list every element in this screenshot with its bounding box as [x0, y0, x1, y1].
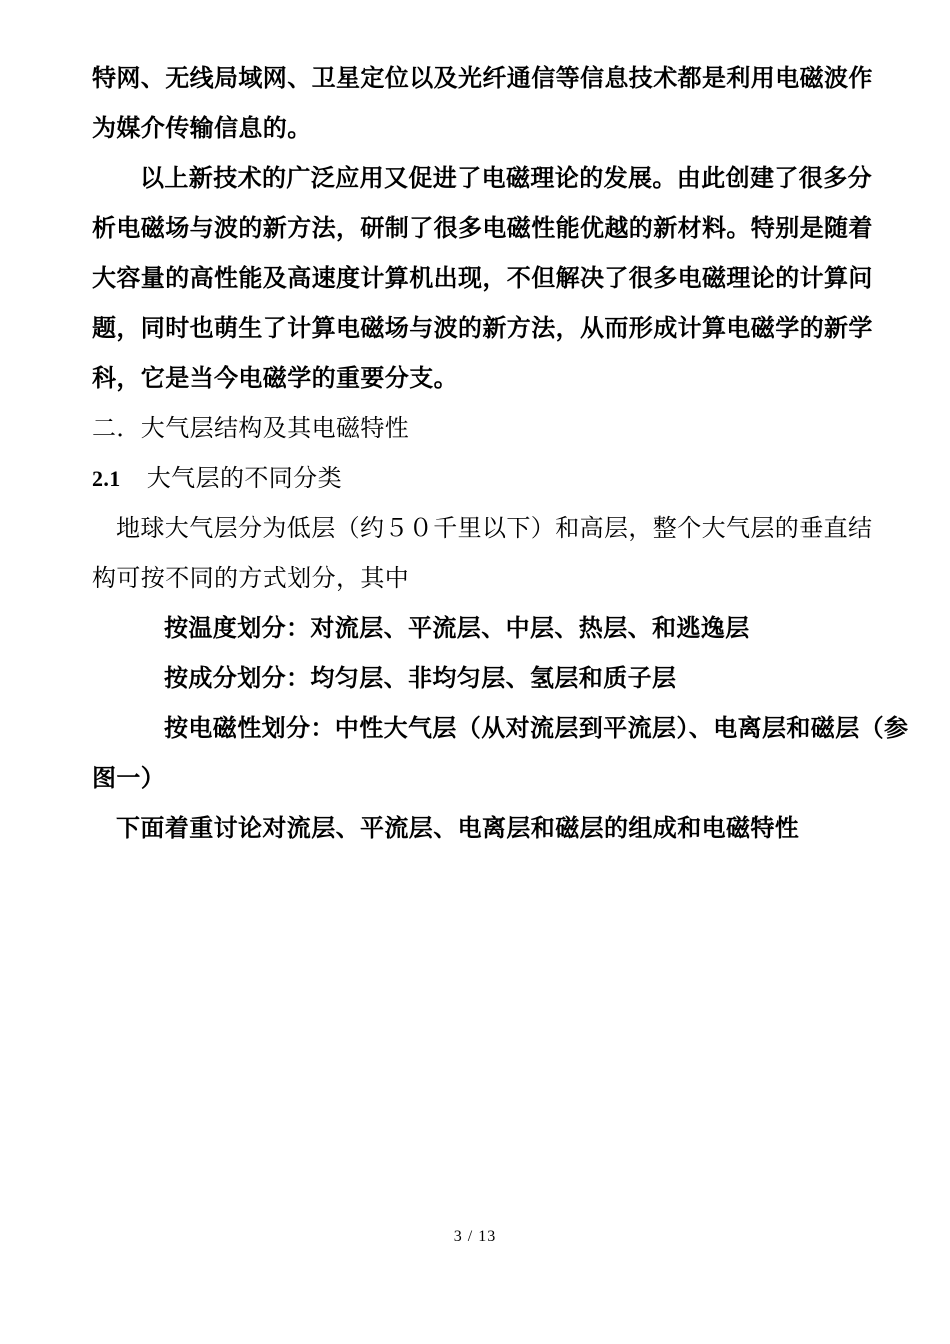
subsection-heading	[92, 463, 342, 494]
section-heading: 二．大气层结构及其电磁特性	[92, 414, 410, 442]
paragraph-2-line-5: 科，它是当今电磁学的重要分支。	[92, 363, 458, 392]
subsection-number: 2.1	[92, 466, 121, 491]
paragraph-2-line-1: 以上新技术的广泛应用又促进了电磁理论的发展。由此创建了很多分	[140, 163, 872, 192]
classification-electromagnetic-line-2: 图一）	[92, 763, 166, 792]
paragraph-2-line-4: 题，同时也萌生了计算电磁场与波的新方法，从而形成计算电磁学的新学	[92, 313, 873, 342]
classification-composition: 按成分划分：均匀层、非均匀层、氢层和质子层	[164, 663, 677, 692]
classification-temperature: 按温度划分：对流层、平流层、中层、热层、和逃逸层	[164, 613, 750, 642]
paragraph-1-line-2: 为媒介传输信息的。	[92, 113, 312, 142]
subsection-title: 大气层的不同分类	[146, 464, 342, 492]
paragraph-2-line-3: 大容量的高性能及高速度计算机出现，不但解决了很多电磁理论的计算问	[92, 263, 873, 292]
page-number: 3 / 13	[453, 1228, 497, 1245]
paragraph-3-line-1: 地球大气层分为低层（约５０千里以下）和高层，整个大气层的垂直结	[116, 514, 873, 542]
paragraph-3-line-2: 构可按不同的方式划分，其中	[92, 564, 410, 592]
paragraph-1-line-1: 特网、无线局域网、卫星定位以及光纤通信等信息技术都是利用电磁波作	[92, 63, 873, 92]
paragraph-4: 下面着重讨论对流层、平流层、电离层和磁层的组成和电磁特性	[116, 813, 800, 842]
classification-electromagnetic-line-1: 按电磁性划分：中性大气层（从对流层到平流层）、电离层和磁层（参	[164, 713, 909, 742]
paragraph-2-line-2: 析电磁场与波的新方法，研制了很多电磁性能优越的新材料。特别是随着	[92, 213, 873, 242]
